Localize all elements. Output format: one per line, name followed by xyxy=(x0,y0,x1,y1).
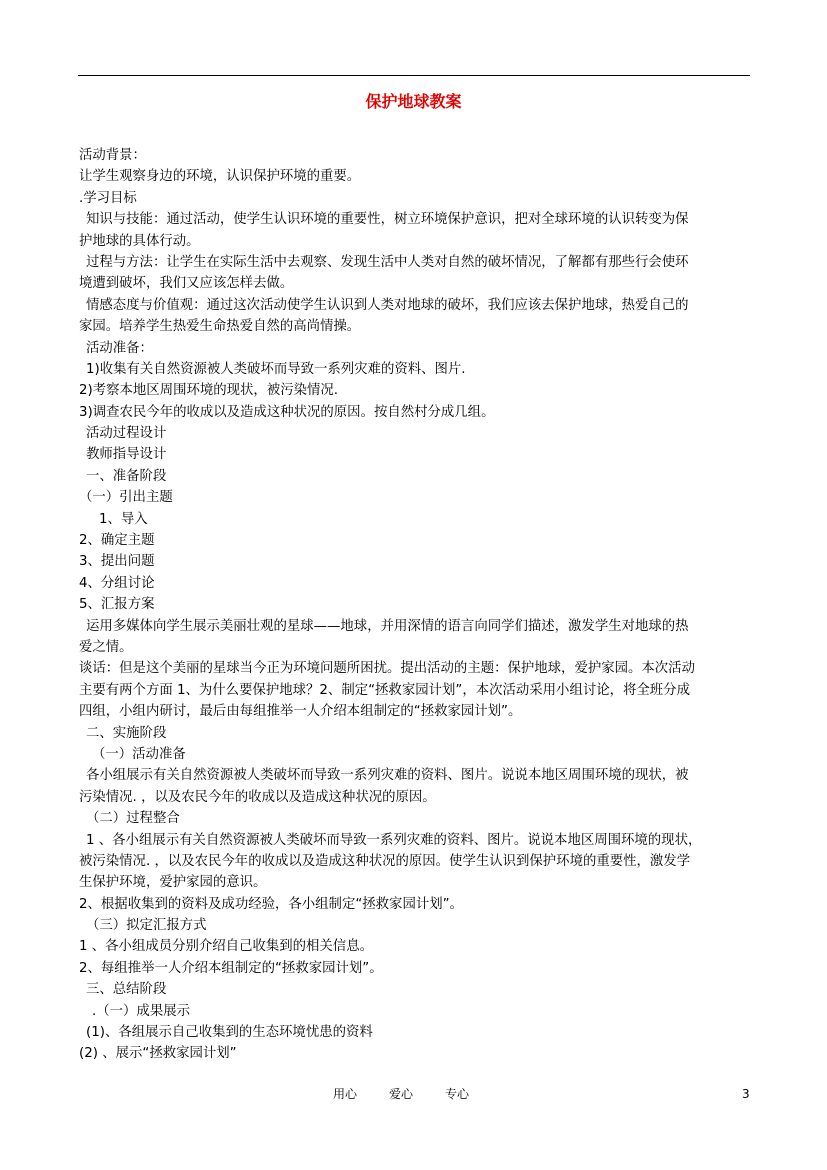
header-rule xyxy=(78,75,750,76)
body-line: 被污染情况. ，以及农民今年的收成以及造成这种状况的原因。使学生认识到保护环境的重要性，激发学 xyxy=(79,853,691,869)
body-line: （二）过程整合 xyxy=(86,811,180,827)
body-line: (2) 、展示“拯救家园计划” xyxy=(79,1046,237,1062)
body-line: 三、总结阶段 xyxy=(86,982,167,998)
body-line: 4、分组讨论 xyxy=(79,575,155,591)
body-line: 家园。培养学生热爱生命热爱自然的高尚情操。 xyxy=(79,319,361,335)
body-line: 活动背景： xyxy=(79,148,146,163)
body-line: 2、确定主题 xyxy=(79,533,155,549)
body-line: 知识与技能：通过活动，使学生认识环境的重要性，树立环境保护意识，把对全球环境的认识转变为保 xyxy=(86,212,689,228)
body-line: (1)、各组展示自己收集到的生态环境忧患的资料 xyxy=(86,1025,373,1041)
body-line: 生保护环境，爱护家园的意识。 xyxy=(79,875,267,891)
body-line: 1 、各小组成员分别介绍自己收集到的相关信息。 xyxy=(79,939,373,955)
body-line: 1、导入 xyxy=(99,511,148,527)
footer-motto-3: 专心 xyxy=(445,1087,470,1101)
body-line: 污染情况. ，以及农民今年的收成以及造成这种状况的原因。 xyxy=(79,789,436,805)
body-line: 1 、各小组展示有关自然资源被人类破坏而导致一系列灾难的资料、图片。说说本地区周围环境的现状， xyxy=(86,832,702,848)
page-footer xyxy=(0,1084,827,1104)
body-line: .学习目标 xyxy=(79,190,137,206)
body-line: 2、根据收集到的资料及成功经验，各小组制定“拯救家园计划”。 xyxy=(79,896,463,912)
body-line: （一）活动准备 xyxy=(92,746,186,762)
body-line: 2、每组推举一人介绍本组制定的“拯救家园计划”。 xyxy=(79,960,383,976)
body-line: 活动准备： xyxy=(86,340,153,356)
footer-motto-2: 爱心 xyxy=(389,1087,414,1101)
document-title: 保护地球教案 xyxy=(365,92,462,111)
document-body xyxy=(79,145,751,1065)
body-line: 各小组展示有关自然资源被人类破坏而导致一系列灾难的资料、图片。说说本地区周围环境的现状，被 xyxy=(86,768,689,784)
body-line: 3、提出问题 xyxy=(79,554,155,570)
body-line: 爱之情。 xyxy=(79,639,133,655)
body-line: 主要有两个方面 1、为什么要保护地球？2、制定“拯救家园计划”，本次活动采用小组讨论，将全班分成 xyxy=(79,682,690,698)
body-line: 2)考察本地区周围环境的现状，被污染情况. xyxy=(79,383,339,399)
body-line: 活动过程设计 xyxy=(86,426,167,442)
body-line: 运用多媒体向学生展示美丽壮观的星球——地球，并用深情的语言向同学们描述，激发学生对地球的热 xyxy=(86,618,689,634)
page-number: 3 xyxy=(742,1087,750,1101)
body-line: 过程与方法：让学生在实际生活中去观察、发现生活中人类对自然的破坏情况，了解都有那些行会使环 xyxy=(86,254,689,270)
body-line: 5、汇报方案 xyxy=(79,597,155,613)
body-line: 一、准备阶段 xyxy=(86,468,167,484)
body-line: （一）引出主题 xyxy=(79,490,173,506)
body-line: 让学生观察身边的环境，认识保护环境的重要。 xyxy=(79,169,361,185)
body-line: 境遭到破坏，我们又应该怎样去做。 xyxy=(79,276,294,292)
body-line: 四组，小组内研讨，最后由每组推举一人介绍本组制定的“拯救家园计划”。 xyxy=(79,704,522,720)
footer-motto-1: 用心 xyxy=(333,1087,358,1101)
body-line: 教师指导设计 xyxy=(86,447,167,463)
body-line: 3)调查农民今年的收成以及造成这种状况的原因。按自然村分成几组。 xyxy=(79,404,495,420)
body-line: 二、实施阶段 xyxy=(86,725,167,741)
body-line: 谈话：但是这个美丽的星球当今正为环境问题所困扰。提出活动的主题：保护地球，爱护家园。本次活动 xyxy=(79,661,695,677)
body-line: .（一）成果展示 xyxy=(92,1003,190,1019)
body-line: 护地球的具体行动。 xyxy=(79,233,200,249)
body-line: 情感态度与价值观：通过这次活动使学生认识到人类对地球的破坏，我们应该去保护地球，热爱自己的 xyxy=(86,297,689,313)
body-line: （三）拟定汇报方式 xyxy=(86,918,207,934)
body-line: 1)收集有关自然资源被人类破坏而导致一系列灾难的资料、图片. xyxy=(86,361,466,377)
